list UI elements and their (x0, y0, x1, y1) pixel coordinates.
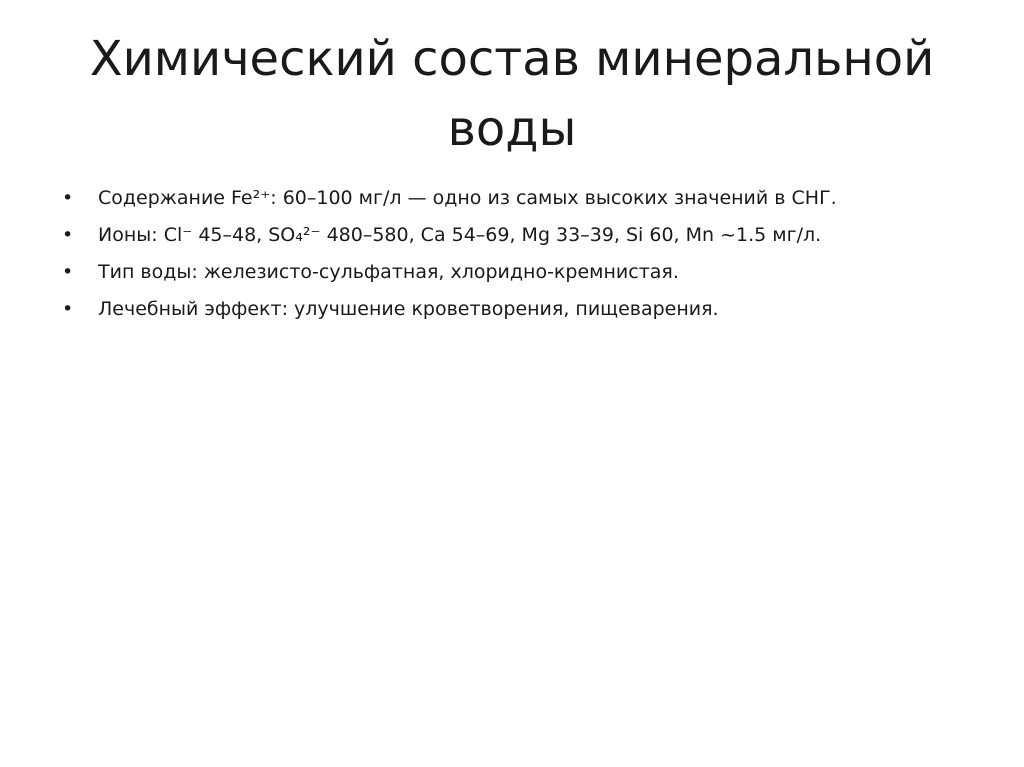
bullet-text-ions: Ионы: Cl⁻ 45–48, SO₄²⁻ 480–580, Ca 54–69, Mg 33–39, Si 60, Mn ~1.5 мг/л. (98, 224, 822, 246)
bullet-text-iron: Содержание Fe²⁺: 60–100 мг/л — одно из самых высоких значений в СНГ. (98, 187, 837, 209)
bullet-text-water-type: Тип воды: железисто-сульфатная, хлоридно-кремнистая. (98, 261, 679, 283)
bullet-item-water-type (62, 254, 962, 291)
slide-title-line-2: воды (447, 101, 577, 157)
slide-title-line-1: Химический состав минеральной (89, 31, 935, 87)
slide-title (40, 24, 984, 164)
bullet-item-ions (62, 217, 962, 254)
bullet-item-effect (62, 291, 962, 328)
bullet-marker-icon: • (62, 224, 74, 246)
bullet-list (62, 180, 962, 328)
bullet-marker-icon: • (62, 187, 74, 209)
bullet-marker-icon: • (62, 298, 74, 320)
bullet-item-iron (62, 180, 962, 217)
bullet-text-effect: Лечебный эффект: улучшение кроветворения, пищеварения. (98, 298, 719, 320)
bullet-marker-icon: • (62, 261, 74, 283)
